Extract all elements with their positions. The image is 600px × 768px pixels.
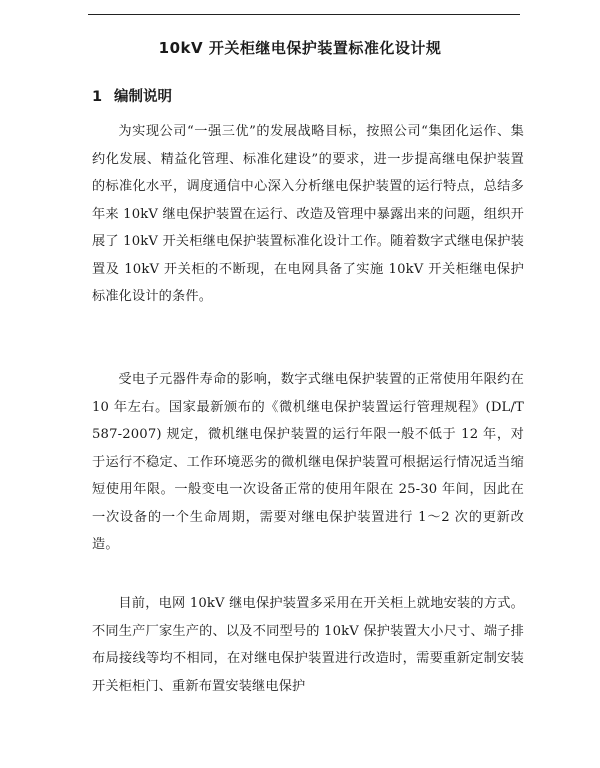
paragraph-3: 目前，电网 10kV 继电保护装置多采用在开关柜上就地安装的方式。不同生产厂家生产的、以及不同型号的 10kV 保护装置大小尺寸、端子排布局接线等均不相同，在对继电保护装置进行改造时，需要重新定制安装开关柜柜门、重新布置安装继电保护 (92, 596, 524, 694)
header-rule (88, 14, 520, 15)
section-heading (92, 85, 172, 106)
section-title: 编制说明 (114, 89, 172, 105)
paragraph-2: 受电子元器件寿命的影响，数字式继电保护装置的正常使用年限约在 10 年左右。国家最新颁布的《微机继电保护装置运行管理规程》(DL/T 587-2007) 规定，微机继电保护装置的运行年限一般不低于 12 年，对于运行不稳定、工作环境恶劣的微机继电保护装置可根据运行情况适当缩短使用年限。一般变电一次设备正常的使用年限在 25-30 年间，因此在一次设备的一个生命周期，需要对继电保护装置进行 1～2 次的更新改造。 (92, 372, 524, 552)
paragraph-1: 为实现公司“一强三优”的发展战略目标，按照公司“集团化运作、集约化发展、精益化管理、标准化建设”的要求，进一步提高继电保护装置的标准化水平，调度通信中心深入分析继电保护装置的运行特点，总结多年来 10kV 继电保护装置在运行、改造及管理中暴露出来的问题，组织开展了 10kV 开关柜继电保护装置标准化设计工作。随着数字式继电保护装置及 10kV 开关柜的不断现，在电网具备了实施 10kV 开关柜继电保护标准化设计的条件。 (92, 124, 524, 304)
section-number: 1 (92, 89, 103, 105)
document-title: 10kV 开关柜继电保护装置标准化设计规 (158, 39, 442, 57)
